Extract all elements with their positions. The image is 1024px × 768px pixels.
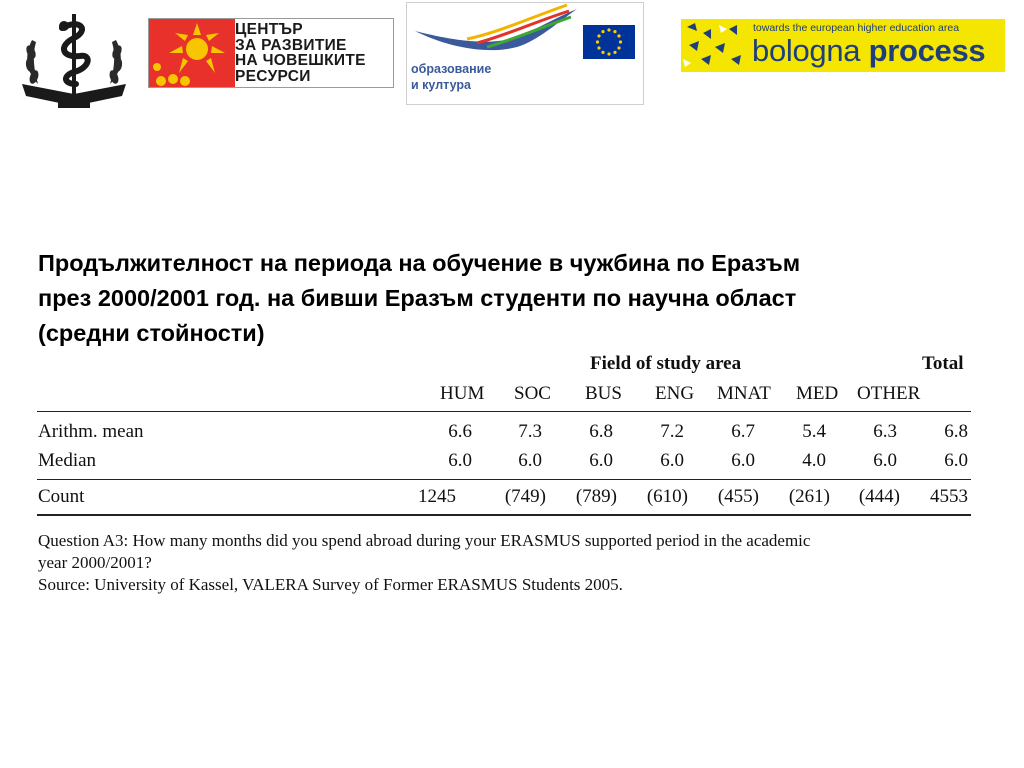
- cell: 5.4: [802, 421, 826, 442]
- col-header-bus: BUS: [585, 383, 622, 404]
- hrdc-logo-text: [235, 22, 393, 84]
- eu-line-1: образование: [411, 62, 492, 76]
- cell-total: 4553: [930, 486, 968, 507]
- eu-education-culture-logo: [406, 2, 644, 105]
- total-header: Total: [922, 353, 964, 374]
- cell: 6.0: [660, 450, 684, 471]
- cell-total: 6.8: [944, 421, 968, 442]
- bologna-title: [752, 33, 985, 69]
- cell: (789): [575, 486, 617, 507]
- cell: 6.8: [589, 421, 613, 442]
- hrdc-line-1: ЦЕНТЪР: [235, 21, 303, 38]
- eu-logo-text: [411, 61, 491, 93]
- hrdc-line-2: ЗА РАЗВИТИЕ: [235, 36, 347, 54]
- cell: (610): [646, 486, 688, 507]
- title-line-3: (средни стойности): [38, 320, 265, 346]
- cell: 6.3: [873, 421, 897, 442]
- col-header-other: OTHER: [857, 383, 921, 404]
- cell-total: 6.0: [944, 450, 968, 471]
- cell: 6.7: [731, 421, 755, 442]
- cell: 6.0: [448, 450, 472, 471]
- university-emblem-logo: [18, 10, 130, 110]
- cell: (261): [788, 486, 830, 507]
- hrdc-line-4: РЕСУРСИ: [235, 67, 311, 85]
- cell: 6.0: [589, 450, 613, 471]
- title-line-1: Продължителност на периода на обучение в чужбина по Еразъм: [38, 250, 801, 276]
- cell: 7.3: [518, 421, 542, 442]
- row-label-median: Median: [38, 450, 97, 471]
- cell: 4.0: [802, 450, 826, 471]
- cell: 6.6: [448, 421, 472, 442]
- table-rule-top: [37, 411, 971, 412]
- table-rule-bottom: [37, 514, 971, 516]
- cell: 7.2: [660, 421, 684, 442]
- question-note-line-2: year 2000/2001?: [38, 553, 152, 572]
- slide-title: [38, 246, 998, 351]
- question-note-line-1: Question A3: How many months did you spend abroad during your ERASMUS supported period in the academic: [38, 531, 811, 550]
- col-header-soc: SOC: [514, 383, 551, 404]
- hrdc-line-3: НА ЧОВЕШКИТЕ: [235, 52, 366, 70]
- col-header-hum: HUM: [440, 383, 485, 404]
- col-header-eng: ENG: [655, 383, 695, 404]
- group-header: Field of study area: [590, 353, 742, 374]
- cell: 1245: [418, 486, 456, 507]
- row-label-mean: Arithm. mean: [38, 421, 144, 442]
- cell: (444): [858, 486, 900, 507]
- bologna-word-1: bologna: [752, 33, 861, 68]
- bologna-tagline: towards the european higher education area: [753, 22, 960, 34]
- row-label-count: Count: [38, 486, 85, 507]
- cell: (455): [717, 486, 759, 507]
- eu-line-2: и култура: [411, 78, 471, 92]
- cell: 6.0: [873, 450, 897, 471]
- source-note: Source: University of Kassel, VALERA Survey of Former ERASMUS Students 2005.: [38, 575, 623, 594]
- cell: (749): [504, 486, 546, 507]
- bologna-process-logo: [681, 19, 1005, 72]
- col-header-med: MED: [796, 383, 839, 404]
- hrdc-logo: [148, 18, 394, 88]
- cell: 6.0: [731, 450, 755, 471]
- col-header-mnat: MNAT: [717, 383, 771, 404]
- title-line-2: през 2000/2001 год. на бивши Еразъм студенти по научна област: [38, 285, 797, 311]
- table-rule-mid: [37, 479, 971, 480]
- bologna-word-2: process: [868, 33, 986, 68]
- cell: 6.0: [518, 450, 542, 471]
